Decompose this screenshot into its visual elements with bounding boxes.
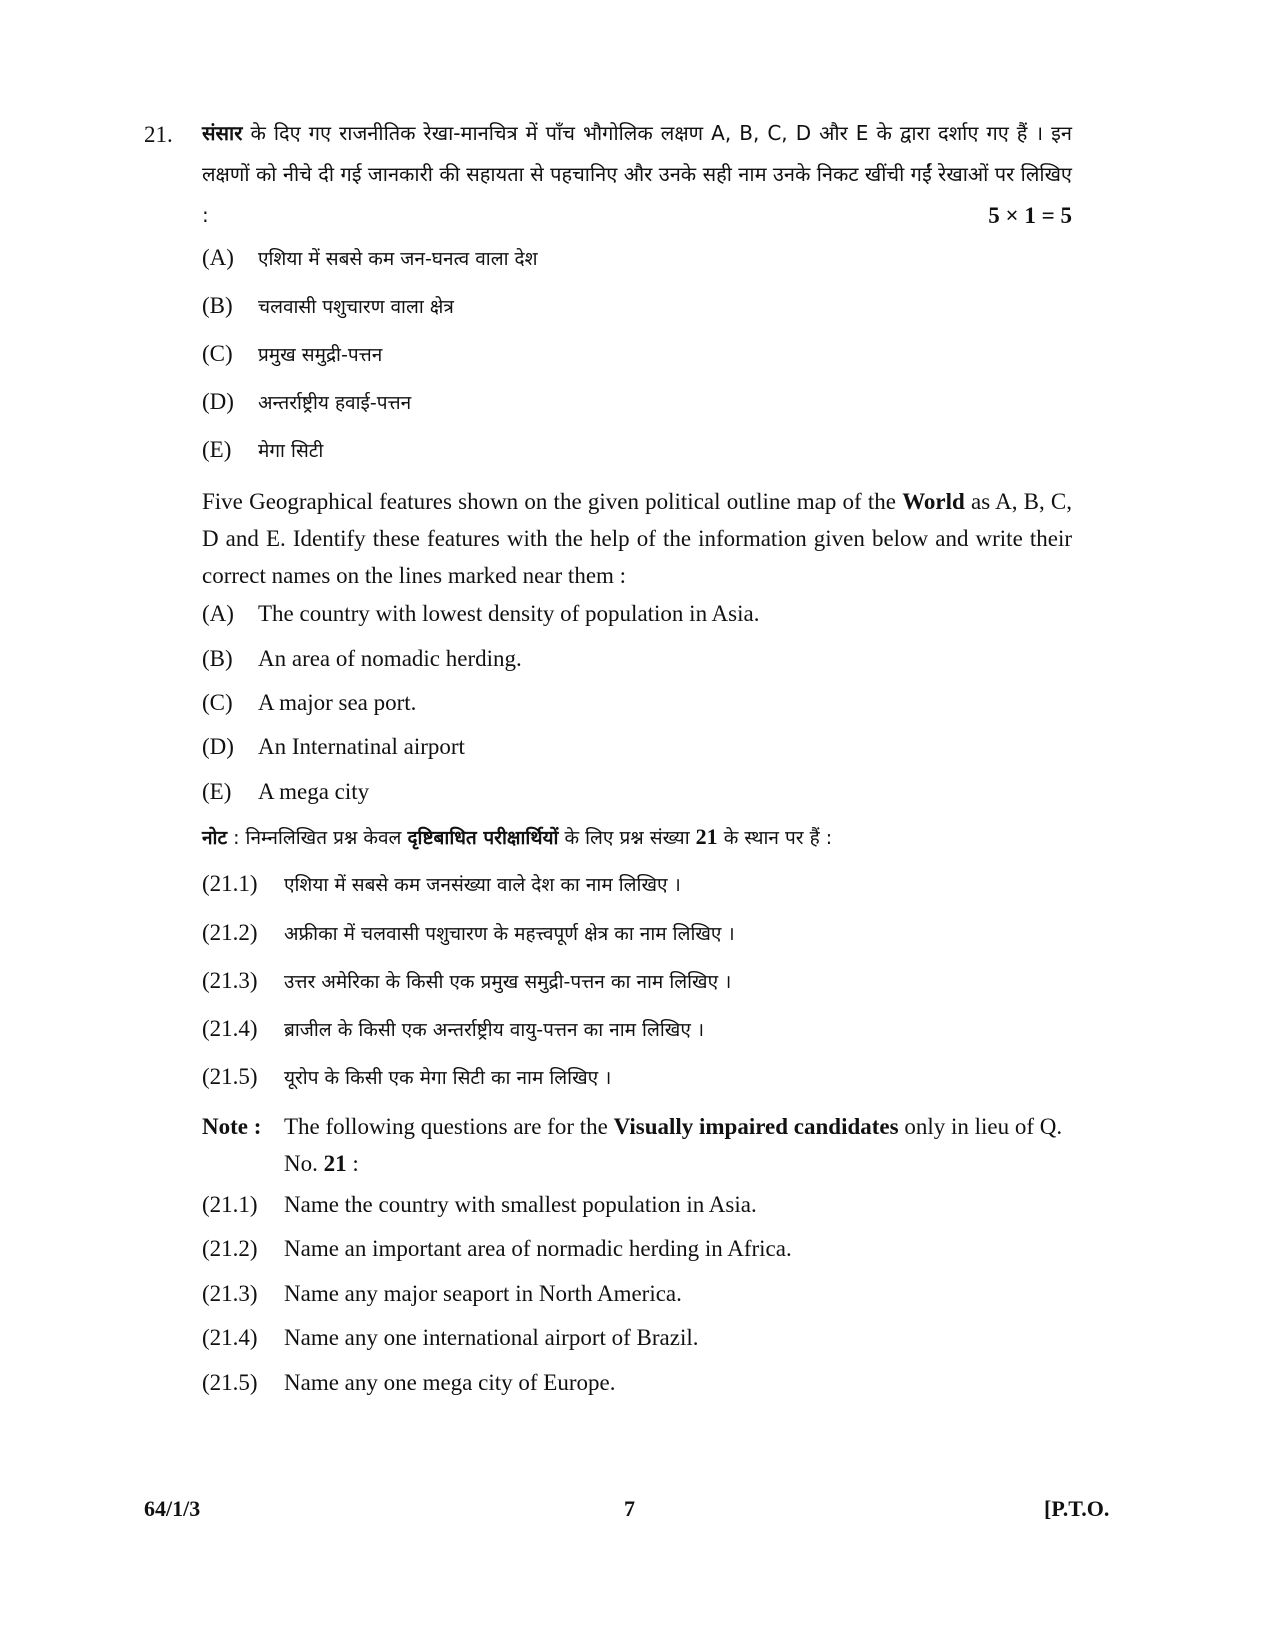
english-note-label: Note : [202,1114,262,1139]
english-item-b: (B) An area of nomadic herding. [202,646,522,671]
english-sub-item-4: (21.4) Name any one international airport of Brazil. [202,1325,699,1350]
english-sub-item-3: (21.3) Name any major seaport in North America. [202,1281,682,1306]
english-note-body: The following questions are for the Visually impaired candidates only in lieu of Q. No. 21 : [284,1114,1063,1176]
hindi-item-c: (C) प्रमुख समुद्री-पत्तन [202,341,383,366]
question-number: 21. [144,122,173,147]
hindi-note: नोट : निम्नलिखित प्रश्न केवल दृष्टिबाधित परीक्षार्थियों के लिए प्रश्न संख्या 21 के स्थान पर हैं : [202,824,833,849]
hindi-item-d: (D) अन्तर्राष्ट्रीय हवाई-पत्तन [202,389,412,414]
english-bold-word: World [902,489,965,514]
paper-code: 64/1/3 [144,1496,201,1521]
marks-allocation: 5 × 1 = 5 [988,203,1072,228]
english-item-c: (C) A major sea port. [202,690,417,715]
english-item-a: (A) The country with lowest density of population in Asia. [202,601,760,626]
hindi-question-intro [202,113,1072,236]
english-note [202,1108,1072,1182]
hindi-item-a: (A) एशिया में सबसे कम जन-घनत्व वाला देश [202,245,538,270]
english-item-d: (D) An Internatinal airport [202,734,465,759]
english-sub-item-5: (21.5) Name any one mega city of Europe. [202,1370,616,1395]
hindi-item-e: (E) मेगा सिटी [202,437,324,462]
hindi-intro-text: के दिए गए राजनीतिक रेखा-मानचित्र में पाँच भौगोलिक लक्षण A, B, C, D और E के द्वारा दर्शाए गए हैं । इन लक्षणों को नीचे दी गई जानकारी की सहायता से पहचानिए और उनके सही नाम उनके निकट खींची गईं रेखाओं पर लिखिए : [202,121,1072,227]
pto-label: [P.T.O. [1044,1496,1110,1521]
english-question-intro: Five Geographical features shown on the given political outline map of the World as A, B, C, D and E. Identify these features with the help of the information given below and write their correct names on the lines marked near them : [202,489,1072,588]
english-sub-item-2: (21.2) Name an important area of normadic herding in Africa. [202,1236,792,1261]
english-sub-item-1: (21.1) Name the country with smallest population in Asia. [202,1192,757,1217]
hindi-bold-word: संसार [202,121,243,145]
hindi-item-b: (B) चलवासी पशुचारण वाला क्षेत्र [202,293,454,318]
hindi-sub-item-1: (21.1) एशिया में सबसे कम जनसंख्या वाले देश का नाम लिखिए । [202,871,681,896]
hindi-sub-item-3: (21.3) उत्तर अमेरिका के किसी एक प्रमुख समुद्री-पत्तन का नाम लिखिए । [202,968,732,993]
hindi-sub-item-5: (21.5) यूरोप के किसी एक मेगा सिटी का नाम लिखिए । [202,1064,612,1089]
page-number: 7 [624,1496,635,1521]
english-item-e: (E) A mega city [202,779,370,804]
hindi-note-label: नोट [202,827,228,849]
hindi-sub-item-2: (21.2) अफ्रीका में चलवासी पशुचारण के महत्त्वपूर्ण क्षेत्र का नाम लिखिए । [202,920,735,945]
hindi-sub-item-4: (21.4) ब्राजील के किसी एक अन्तर्राष्ट्रीय वायु-पत्तन का नाम लिखिए । [202,1016,705,1041]
